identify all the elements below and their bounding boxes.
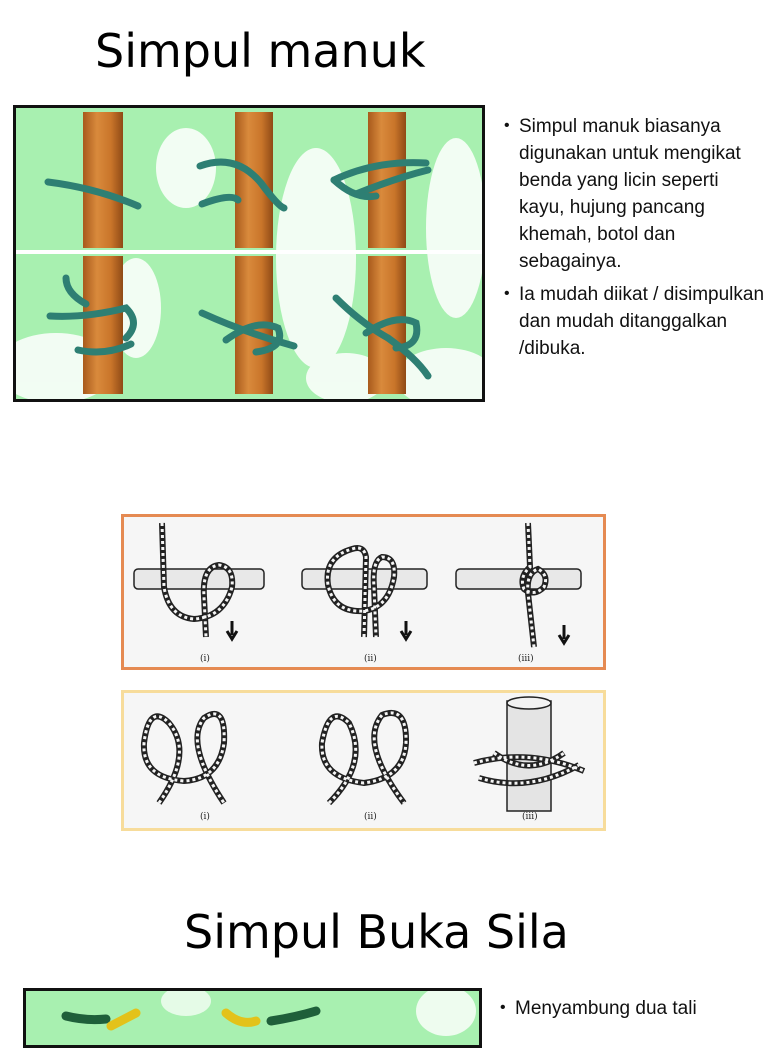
step-label: (ii) xyxy=(364,812,377,822)
step-2-drawing xyxy=(302,548,427,639)
step-label: (i) xyxy=(200,812,210,822)
step-label: (i) xyxy=(200,654,210,664)
section-title: Simpul Buka Sila xyxy=(184,905,569,959)
bullet-item: • Ia mudah diikat / disimpulkan dan mudah ditanggalkan /dibuka. xyxy=(504,281,766,362)
description-list xyxy=(500,995,762,1028)
loops-step-2-drawing xyxy=(322,713,406,803)
clove-hitch-steps-diagram xyxy=(121,514,606,670)
step-label: (iii) xyxy=(518,654,534,664)
bullet-item: • Menyambung dua tali xyxy=(500,995,762,1022)
loops-step-1-drawing xyxy=(144,714,224,803)
loops-step-3-drawing xyxy=(474,697,584,811)
sheet-bend-photo xyxy=(23,988,482,1048)
step-label: (iii) xyxy=(522,812,538,822)
step-3-drawing xyxy=(456,523,581,647)
page-title: Simpul manuk xyxy=(95,24,426,78)
bullet-item: • Simpul manuk biasanya digunakan untuk mengikat benda yang licin seperti kayu, hujung pancang khemah, botol dan sebagainya. xyxy=(504,113,766,275)
clove-hitch-photo xyxy=(13,105,485,402)
description-list xyxy=(504,113,766,368)
clove-hitch-loops-diagram xyxy=(121,690,606,831)
step-1-drawing xyxy=(134,523,264,639)
step-label: (ii) xyxy=(364,654,377,664)
